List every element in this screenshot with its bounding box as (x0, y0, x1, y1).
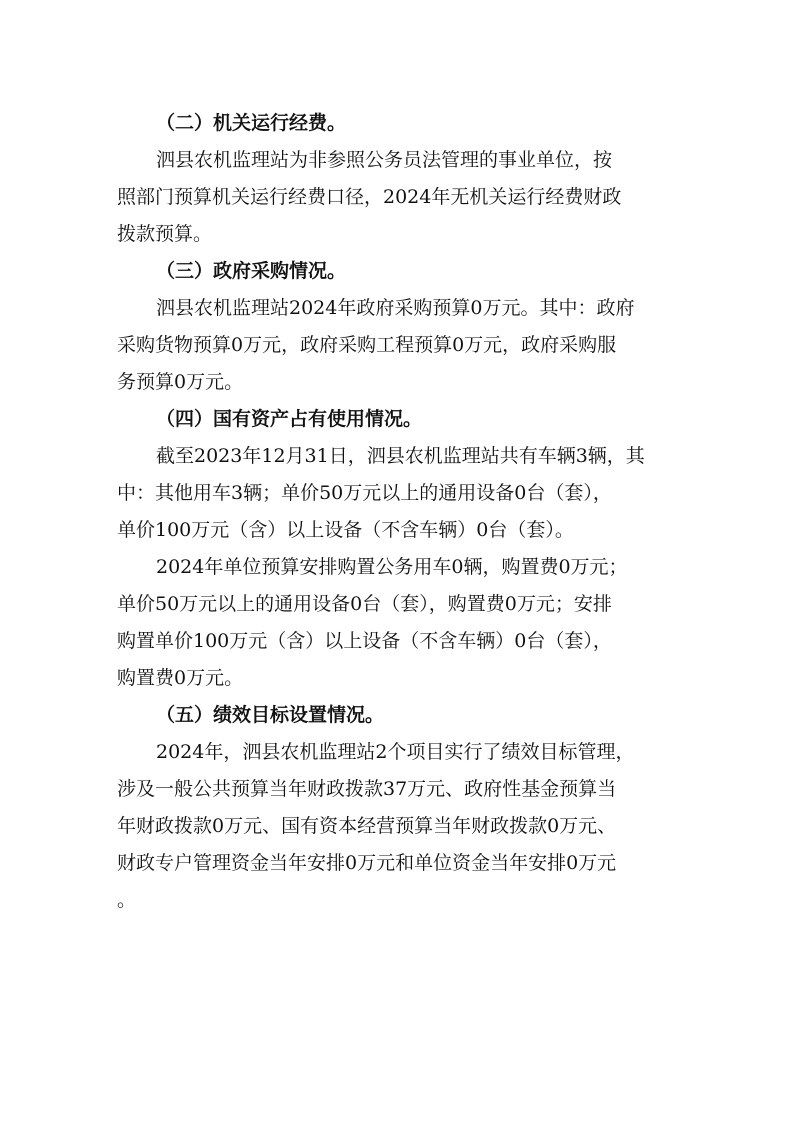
section-heading-performance-goals: （五）绩效目标设置情况。 (156, 704, 385, 726)
paragraph-operating-costs (117, 142, 677, 253)
text-line: 单价100万元（含）以上设备（不含车辆）0台（套）。 (117, 519, 574, 541)
text-line: 2024年，泗县农机监理站2个项目实行了绩效目标管理， (156, 741, 635, 763)
text-line: 购置单价100万元（含）以上设备（不含车辆）0台（套）， (117, 630, 612, 652)
text-line: 采购货物预算0万元，政府采购工程预算0万元，政府采购服 (117, 334, 617, 356)
text-line: 务预算0万元。 (117, 371, 244, 393)
paragraph-performance-goals (117, 734, 677, 919)
paragraph-asset-purchase-plan (117, 549, 677, 697)
text-line: 截至2023年12月31日，泗县农机监理站共有车辆3辆，其 (156, 445, 645, 467)
text-line: 中：其他用车3辆；单价50万元以上的通用设备0台（套）， (117, 482, 612, 504)
section-heading-procurement: （三）政府采购情况。 (156, 260, 347, 282)
text-line: 拨款预算。 (117, 223, 213, 245)
text-line: 财政专户管理资金当年安排0万元和单位资金当年安排0万元 (117, 852, 617, 874)
section-heading-operating-costs: （二）机关运行经费。 (156, 112, 347, 134)
text-line: 单价50万元以上的通用设备0台（套），购置费0万元；安排 (117, 593, 612, 615)
text-line: 。 (117, 889, 137, 911)
text-line: 2024年单位预算安排购置公务用车0辆，购置费0万元； (156, 556, 628, 578)
document-body (117, 105, 677, 919)
text-line: 涉及一般公共预算当年财政拨款37万元、政府性基金预算当 (117, 778, 617, 800)
text-line: 泗县农机监理站2024年政府采购预算0万元。其中：政府 (156, 297, 635, 319)
section-heading-state-assets: （四）国有资产占有使用情况。 (156, 408, 423, 430)
text-line: 购置费0万元。 (117, 667, 244, 689)
paragraph-state-assets (117, 438, 677, 549)
paragraph-procurement (117, 290, 677, 401)
text-line: 泗县农机监理站为非参照公务员法管理的事业单位，按 (156, 149, 613, 171)
text-line: 年财政拨款0万元、国有资本经营预算当年财政拨款0万元、 (117, 815, 617, 837)
text-line: 照部门预算机关运行经费口径，2024年无机关运行经费财政 (117, 186, 622, 208)
